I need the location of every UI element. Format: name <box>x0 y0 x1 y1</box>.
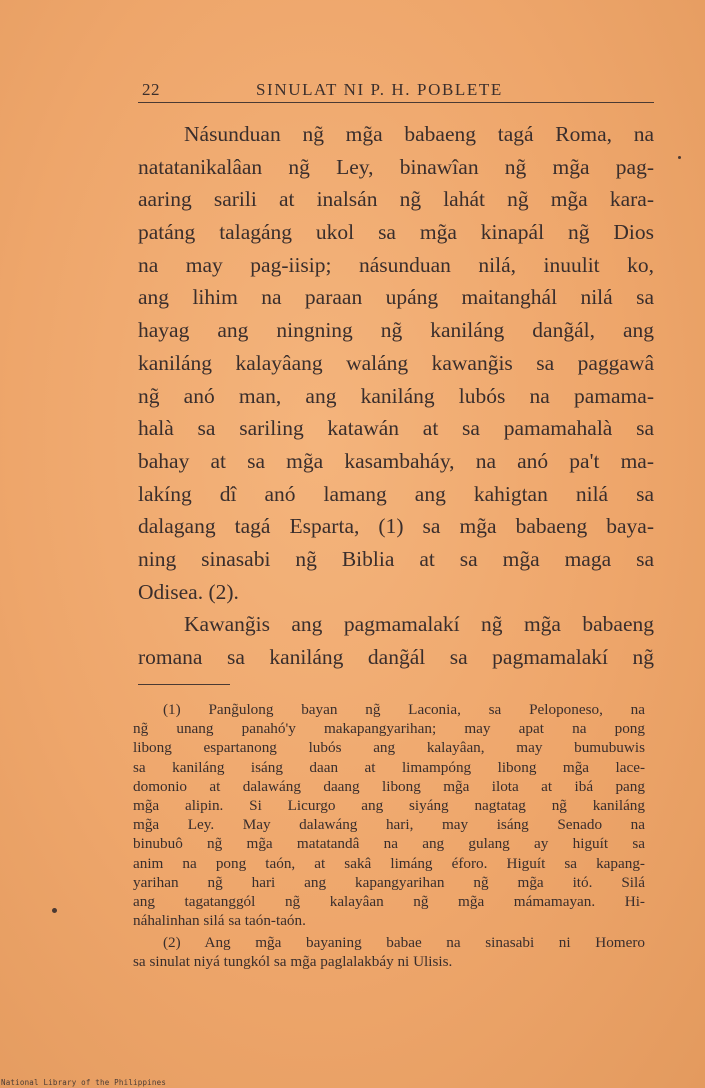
ink-speck <box>678 156 681 159</box>
body-line: ng̃ anó man, ang kaniláng lubós na pamama- <box>138 383 654 408</box>
footnote-1 <box>133 700 645 930</box>
footnote-line: binubuô ng̃ mg̃a matatandâ na ang gulang ay higuít sa <box>133 835 645 853</box>
footnote-2 <box>133 933 645 971</box>
body-line: romana sa kaniláng dang̃ál sa pagmamalakí ng̃ <box>138 645 654 669</box>
footnote-line: ng̃ unang panahó'y makapangyarihan; may apat na pong <box>133 720 645 738</box>
body-line: dalagang tagá Esparta, (1) sa mg̃a babaeng baya- <box>138 514 654 539</box>
body-line: ang lihim na paraan upáng maitanghál nilá sa <box>138 285 654 310</box>
footnote-line: mg̃a Ley. May dalawáng hari, may isáng Senado na <box>133 816 645 834</box>
footnote-line: (1) Pang̃ulong bayan ng̃ Laconia, sa Peloponeso, na <box>163 701 645 718</box>
library-credit: National Library of the Philippines <box>1 1078 167 1087</box>
footnote-line: sa kaniláng isáng daan at limampóng libong mg̃a lace- <box>133 758 645 776</box>
body-line: na may pag-iisip; násunduan nilá, inuulit ko, <box>138 252 654 277</box>
footnote-line: anim na pong taón, at sakâ limáng éforo. Higuít sa kapang- <box>133 854 645 872</box>
page-number: 22 <box>142 80 160 99</box>
body-text <box>138 118 654 674</box>
footnote-line: náhalinhan silá sa taón-taón. <box>133 912 306 930</box>
footnote-line: sa sinulat niyá tungkól sa mg̃a paglalakbáy ni Ulisis. <box>133 953 453 971</box>
body-line: kaniláng kalayâang waláng kawang̃is sa paggawâ <box>138 350 654 375</box>
body-line: halà sa sariling katawán at sa pamamahalà sa <box>138 416 654 441</box>
footnote-line: mg̃a alipin. Si Licurgo ang siyáng nagtatag ng̃ kaniláng <box>133 796 645 814</box>
body-line: patáng talagáng ukol sa mg̃a kinapál ng̃ Dios <box>138 220 654 245</box>
footnote-line: (2) Ang mg̃a bayaning babae na sinasabi ni Homero <box>163 934 645 952</box>
body-line: Odisea. (2). <box>138 579 239 604</box>
ink-speck <box>52 908 57 913</box>
page-header <box>138 78 654 103</box>
body-line: ning sinasabi ng̃ Biblia at sa mg̃a maga sa <box>138 546 654 571</box>
body-line: aaring sarili at inalsán ng̃ lahát ng̃ mg̃a kara- <box>138 187 654 212</box>
footnote-divider <box>138 684 230 685</box>
footnote-line: yarihan ng̃ hari ang kapangyarihan ng̃ mg̃a itó. Silá <box>133 873 645 891</box>
body-line: lakíng dî anó lamang ang kahigtan nilá sa <box>138 481 654 506</box>
footnotes <box>133 700 645 972</box>
running-head: SINULAT NI P. H. POBLETE <box>256 80 503 99</box>
footnote-line: ang tagatanggól ng̃ kalayâan ng̃ mg̃a mámamayan. Hi- <box>133 892 645 910</box>
footnote-line: domonio at dalawáng daang libong mg̃a ilota at ibá pang <box>133 777 645 795</box>
footnote-line: libong espartanong lubós ang kalayâan, may bumubuwis <box>133 739 645 757</box>
body-line: bahay at sa mg̃a kasambaháy, na anó pa't ma- <box>138 448 654 473</box>
body-line: Kawang̃is ang pagmamalakí ng̃ mg̃a babaeng <box>184 612 654 637</box>
body-line: natatanikalâan ng̃ Ley, binawîan ng̃ mg̃a pag- <box>138 154 654 179</box>
body-line: Násunduan ng̃ mg̃a babaeng tagá Roma, na <box>184 122 654 146</box>
body-line: hayag ang ningning ng̃ kaniláng dang̃ál, ang <box>138 318 654 343</box>
